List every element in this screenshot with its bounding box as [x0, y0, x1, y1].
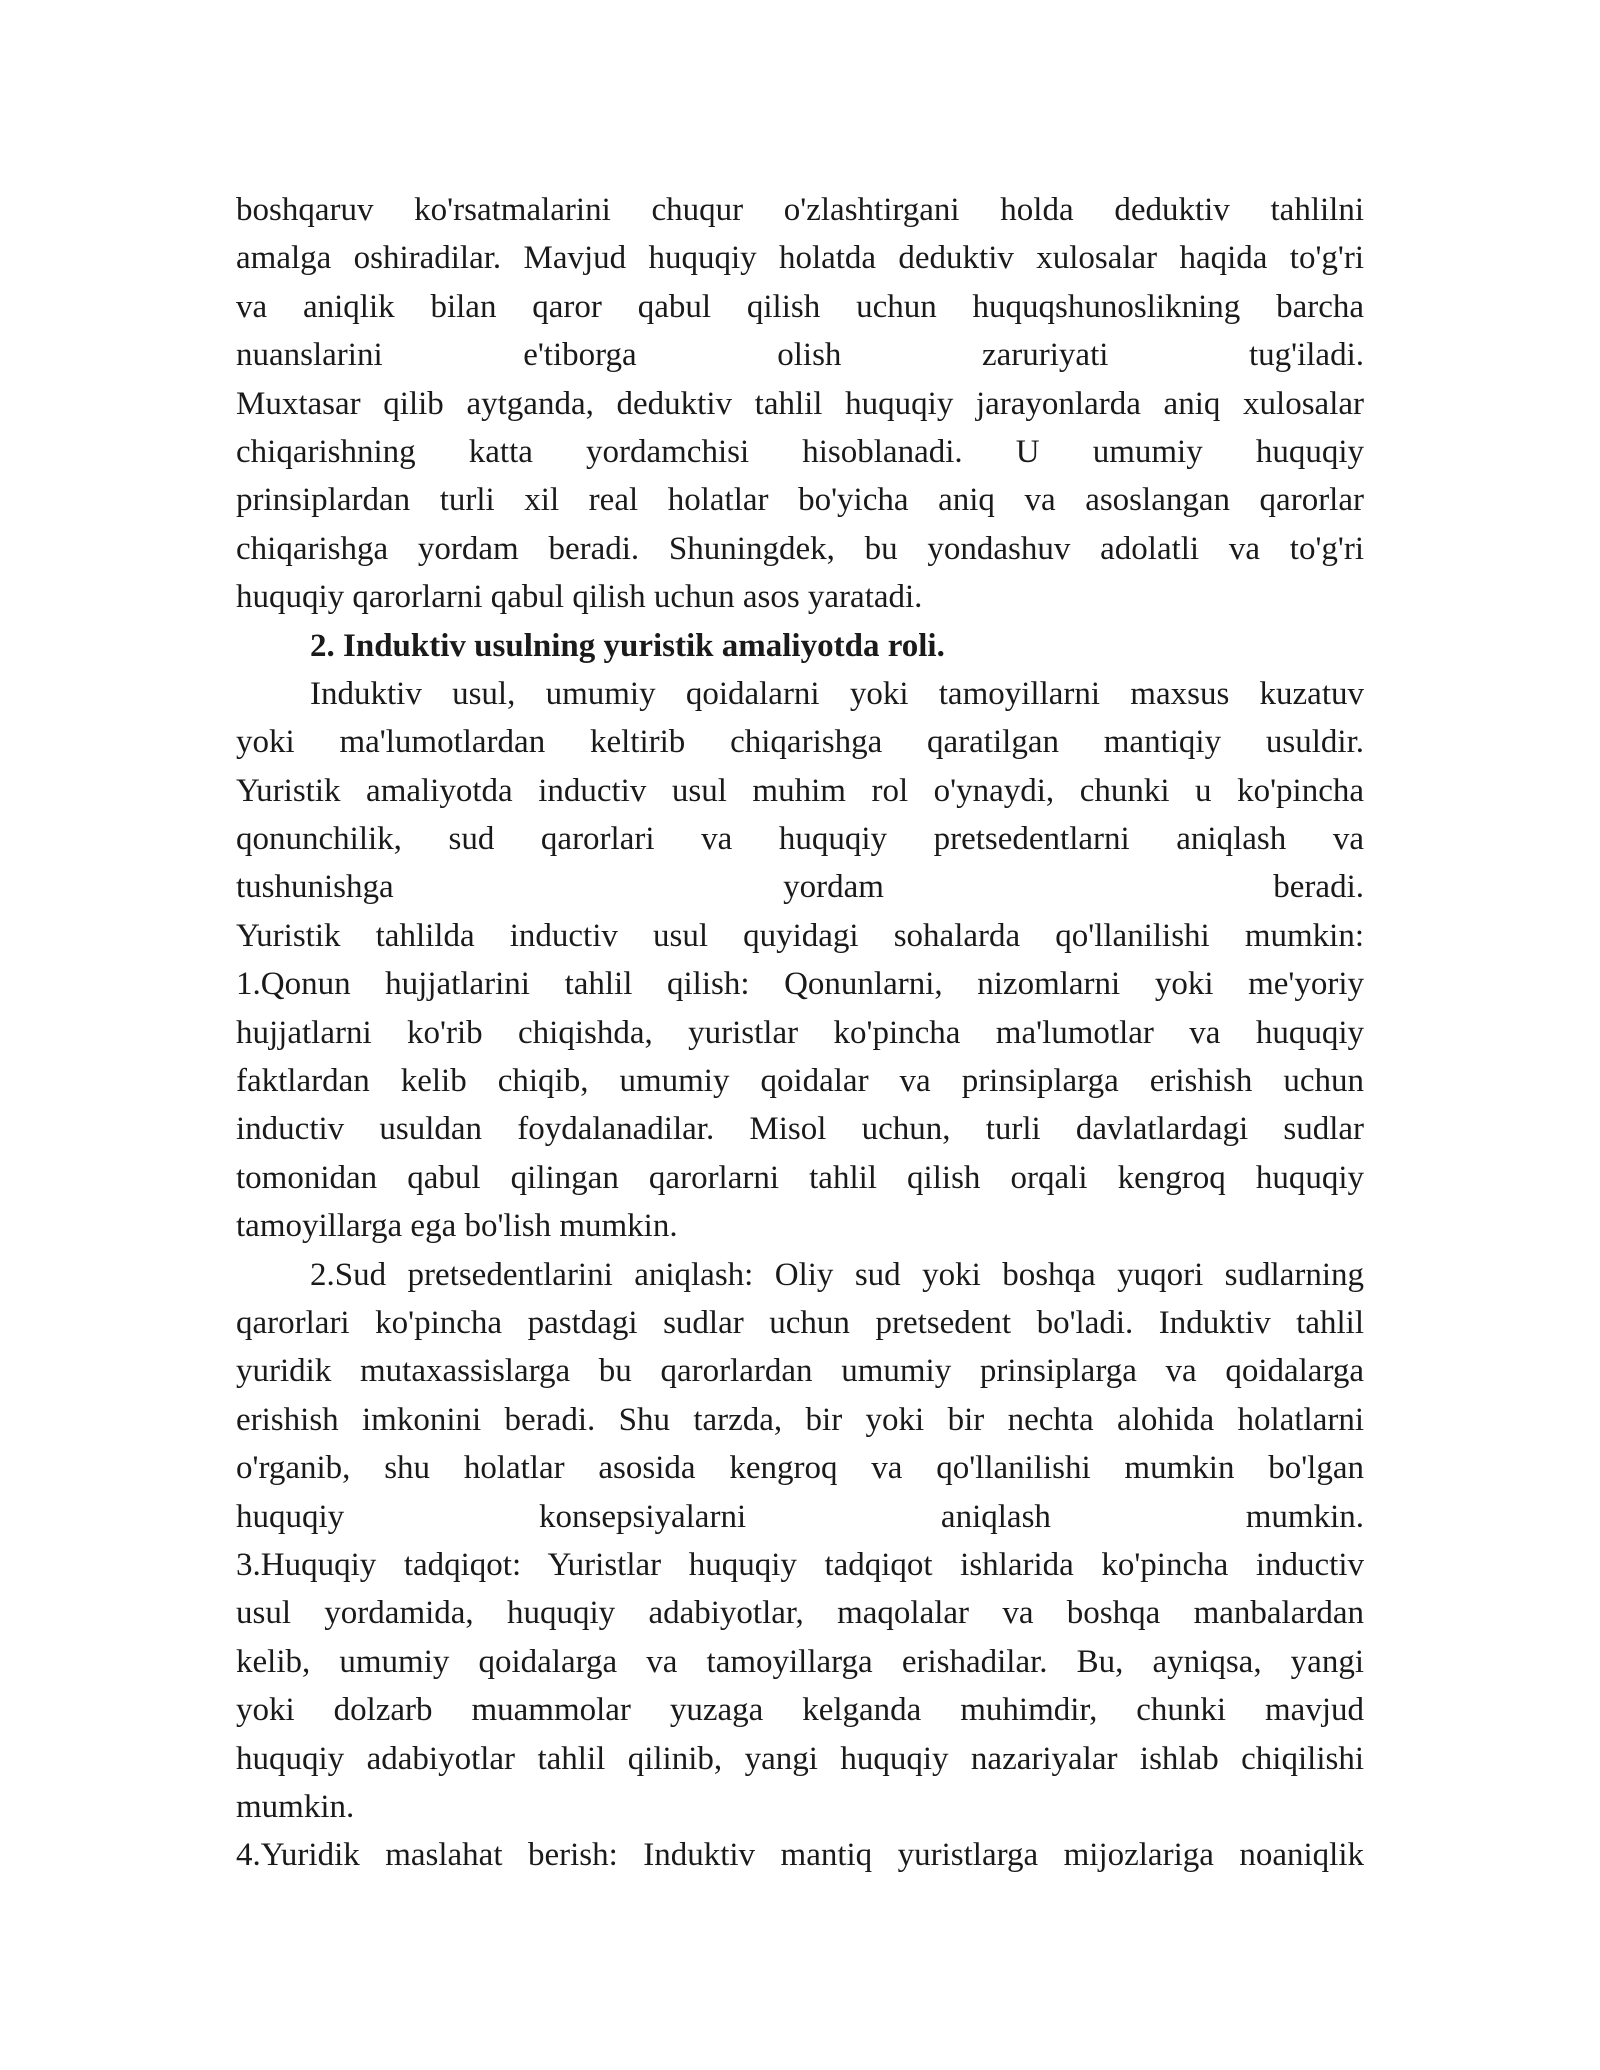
text-line: qonunchilik, sud qarorlari va huquqiy pretsedentlarni aniqlash va: [236, 821, 1364, 858]
text-line: 4.Yuridik maslahat berish: Induktiv mantiq yuristlarga mijozlariga noaniqlik: [236, 1837, 1364, 1874]
text-line: chiqarishga yordam beradi. Shuningdek, bu yondashuv adolatli va to'g'ri: [236, 530, 1364, 567]
text-line: tushunishga yordam beradi.: [236, 869, 1364, 906]
text-line: huquqiy qarorlarni qabul qilish uchun asos yaratadi.: [236, 579, 923, 616]
text-line: usul yordamida, huquqiy adabiyotlar, maqolalar va boshqa manbalardan: [236, 1595, 1364, 1632]
text-line: Yuristik tahlilda inductiv usul quyidagi sohalarda qo'llanilishi mumkin:: [236, 917, 1364, 954]
text-line: Yuristik amaliyotda inductiv usul muhim rol o'ynaydi, chunki u ko'pincha: [236, 772, 1364, 809]
text-line: mumkin.: [236, 1788, 355, 1825]
text-line: faktlardan kelib chiqib, umumiy qoidalar va prinsiplarga erishish uchun: [236, 1063, 1364, 1100]
text-line: 1.Qonun hujjatlarini tahlil qilish: Qonunlarni, nizomlarni yoki me'yoriy: [236, 966, 1364, 1003]
text-line: prinsiplardan turli xil real holatlar bo'yicha aniq va asoslangan qarorlar: [236, 482, 1364, 519]
text-line: huquqiy adabiyotlar tahlil qilinib, yangi huquqiy nazariyalar ishlab chiqilishi: [236, 1740, 1364, 1777]
text-line: nuanslarini e'tiborga olish zaruriyati tug'iladi.: [236, 337, 1364, 374]
text-line: qarorlari ko'pincha pastdagi sudlar uchun pretsedent bo'ladi. Induktiv tahlil: [236, 1304, 1364, 1341]
text-line: Muxtasar qilib aytganda, deduktiv tahlil huquqiy jarayonlarda aniq xulosalar: [236, 385, 1364, 422]
text-line: inductiv usuldan foydalanadilar. Misol uchun, turli davlatlardagi sudlar: [236, 1111, 1364, 1148]
text-line: va aniqlik bilan qaror qabul qilish uchun huquqshunoslikning barcha: [236, 288, 1364, 325]
text-line: 3.Huquqiy tadqiqot: Yuristlar huquqiy tadqiqot ishlarida ko'pincha inductiv: [236, 1546, 1364, 1583]
text-line: kelib, umumiy qoidalarga va tamoyillarga erishadilar. Bu, ayniqsa, yangi: [236, 1643, 1364, 1680]
text-line: 2.Sud pretsedentlarini aniqlash: Oliy sud yoki boshqa yuqori sudlarning: [310, 1256, 1364, 1293]
text-line: boshqaruv ko'rsatmalarini chuqur o'zlashtirgani holda deduktiv tahlilni: [236, 192, 1364, 228]
text-line: hujjatlarni ko'rib chiqishda, yuristlar ko'pincha ma'lumotlar va huquqiy: [236, 1014, 1364, 1051]
text-line: amalga oshiradilar. Mavjud huquqiy holatda deduktiv xulosalar haqida to'g'ri: [236, 240, 1364, 277]
text-line: Induktiv usul, umumiy qoidalarni yoki tamoyillarni maxsus kuzatuv: [310, 675, 1364, 712]
document-page: [236, 186, 1364, 1880]
text-line: erishish imkonini beradi. Shu tarzda, bir yoki bir nechta alohida holatlarni: [236, 1401, 1364, 1438]
text-line: o'rganib, shu holatlar asosida kengroq va qo'llanilishi mumkin bo'lgan: [236, 1450, 1364, 1487]
text-line: yoki dolzarb muammolar yuzaga kelganda muhimdir, chunki mavjud: [236, 1692, 1364, 1729]
section-heading: 2. Induktiv usulning yuristik amaliyotda roli.: [310, 627, 945, 664]
text-line: yuridik mutaxassislarga bu qarorlardan umumiy prinsiplarga va qoidalarga: [236, 1353, 1364, 1390]
text-line: tamoyillarga ega bo'lish mumkin.: [236, 1208, 678, 1245]
document-body: [236, 186, 1364, 1880]
text-line: chiqarishning katta yordamchisi hisoblanadi. U umumiy huquqiy: [236, 433, 1364, 470]
text-line: tomonidan qabul qilingan qarorlarni tahlil qilish orqali kengroq huquqiy: [236, 1159, 1364, 1196]
text-line: huquqiy konsepsiyalarni aniqlash mumkin.: [236, 1498, 1364, 1535]
text-line: yoki ma'lumotlardan keltirib chiqarishga qaratilgan mantiqiy usuldir.: [236, 724, 1364, 761]
